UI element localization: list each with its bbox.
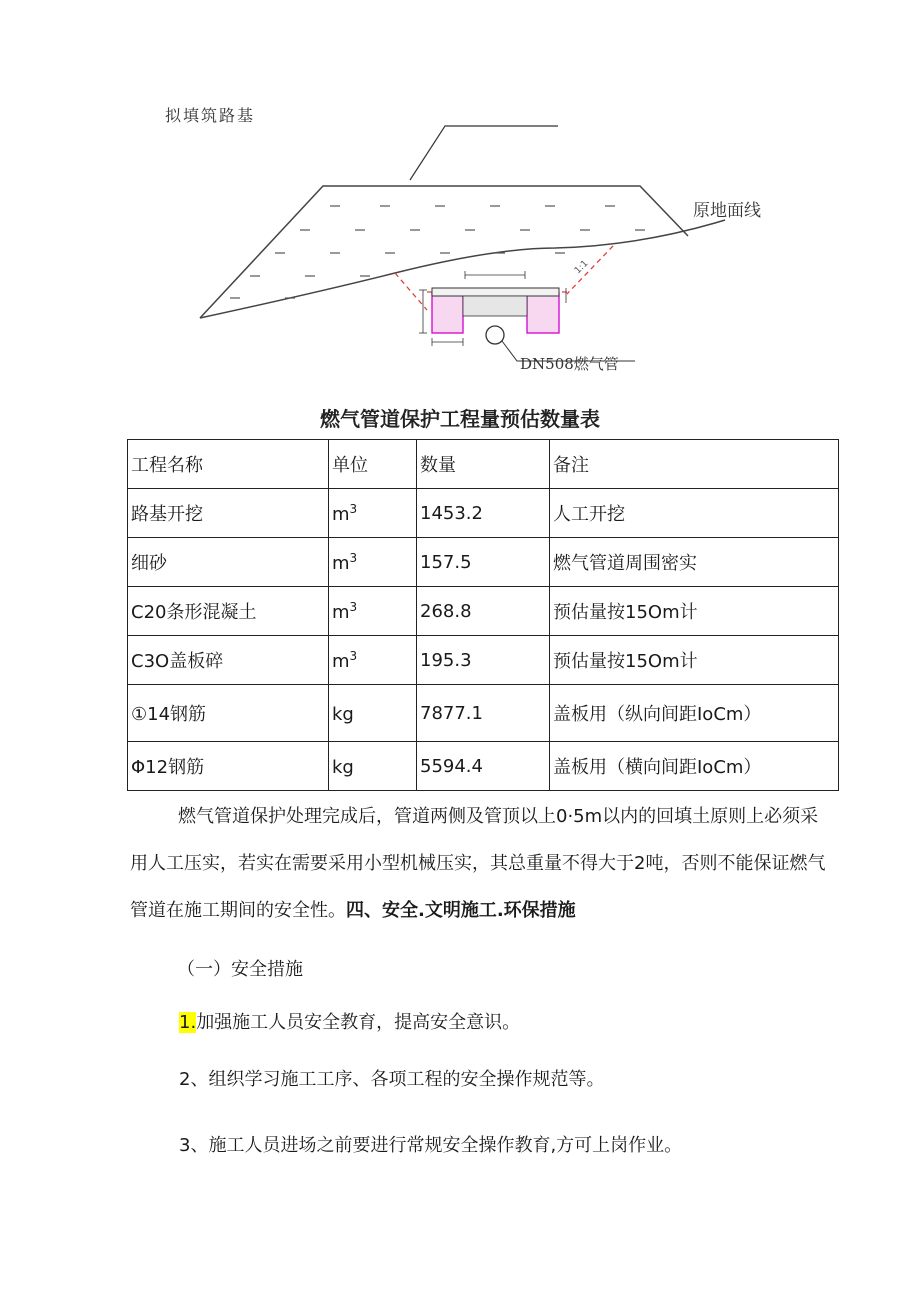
cell-qty: 1453.2 [417,489,550,538]
cell-qty: 5594.4 [417,742,550,791]
quantity-table [127,439,839,791]
slope-label: 1:1 [573,258,591,277]
cell-name: C20条形混凝土 [128,587,329,636]
unit-superscript: 3 [349,648,358,663]
leader-line [410,126,558,180]
table-row [128,636,839,685]
paragraph-1-text: 燃气管道保护处理完成后，管道两侧及管顶以上0·5m以内的回填土原则上必须采用人工压实，若实在需要采用小型机械压实，其总重量不得大于2吨，否则不能保证燃气管道在施工期间的安全性。 [130,806,826,921]
cell-unit [329,742,417,791]
section-heading-safety: （一）安全措施 [177,959,303,980]
pipe-label: DN508燃气管 [520,355,619,373]
cell-unit [329,538,417,587]
cross-section-diagram [195,118,795,388]
cell-unit [329,636,417,685]
section-heading-4: 四、安全.文明施工.环保措施 [346,900,576,921]
header-note: 备注 [550,440,839,489]
table-header-row [128,440,839,489]
cell-name: ①14钢筋 [128,685,329,742]
list-item-3: 3、施工人员进场之前要进行常规安全操作教育,方可上岗作业。 [179,1135,683,1156]
cell-qty: 195.3 [417,636,550,685]
cell-note: 预估量按15Om计 [550,587,839,636]
unit-text: m [332,503,350,525]
cell-note: 预估量按15Om计 [550,636,839,685]
header-qty: 数量 [417,440,550,489]
header-name: 工程名称 [128,440,329,489]
gas-pipe [486,326,504,344]
item-1-text: 加强施工人员安全教育，提高安全意识。 [196,1012,521,1033]
cell-name: Φ12钢筋 [128,742,329,791]
unit-text: kg [332,756,354,778]
paragraph-1 [130,793,835,934]
right-concrete-strip [527,293,559,333]
ground-line-label: 原地面线 [693,201,761,221]
cell-note: 盖板用（纵向间距IoCm） [550,685,839,742]
cell-qty: 268.8 [417,587,550,636]
unit-text: kg [332,703,354,725]
cell-name: 路基开挖 [128,489,329,538]
table-row [128,742,839,791]
cell-unit [329,685,417,742]
left-concrete-strip [432,293,463,333]
cell-unit [329,587,417,636]
diagram-top-label: 拟填筑路基 [165,106,256,125]
cell-qty: 7877.1 [417,685,550,742]
cell-name: 细砂 [128,538,329,587]
table-row [128,489,839,538]
cell-note: 人工开挖 [550,489,839,538]
unit-text: m [332,650,350,672]
table-row [128,538,839,587]
header-unit: 单位 [329,440,417,489]
table-row [128,587,839,636]
list-item-2: 2、组织学习施工工序、各项工程的安全操作规范等。 [179,1069,605,1090]
table-row [128,685,839,742]
cell-note: 盖板用（横向间距IoCm） [550,742,839,791]
unit-superscript: 3 [349,599,358,614]
sand-fill [463,296,527,316]
list-item-1 [179,999,884,1046]
cell-note: 燃气管道周围密实 [550,538,839,587]
cell-name: C3O盖板碎 [128,636,329,685]
item-1-number: 1. [179,1012,197,1033]
unit-superscript: 3 [349,550,358,565]
unit-superscript: 3 [349,501,358,516]
unit-text: m [332,601,350,623]
cover-slab [432,288,559,296]
cell-qty: 157.5 [417,538,550,587]
table-title: 燃气管道保护工程量预估数量表 [320,407,600,431]
cell-unit [329,489,417,538]
unit-text: m [332,552,350,574]
